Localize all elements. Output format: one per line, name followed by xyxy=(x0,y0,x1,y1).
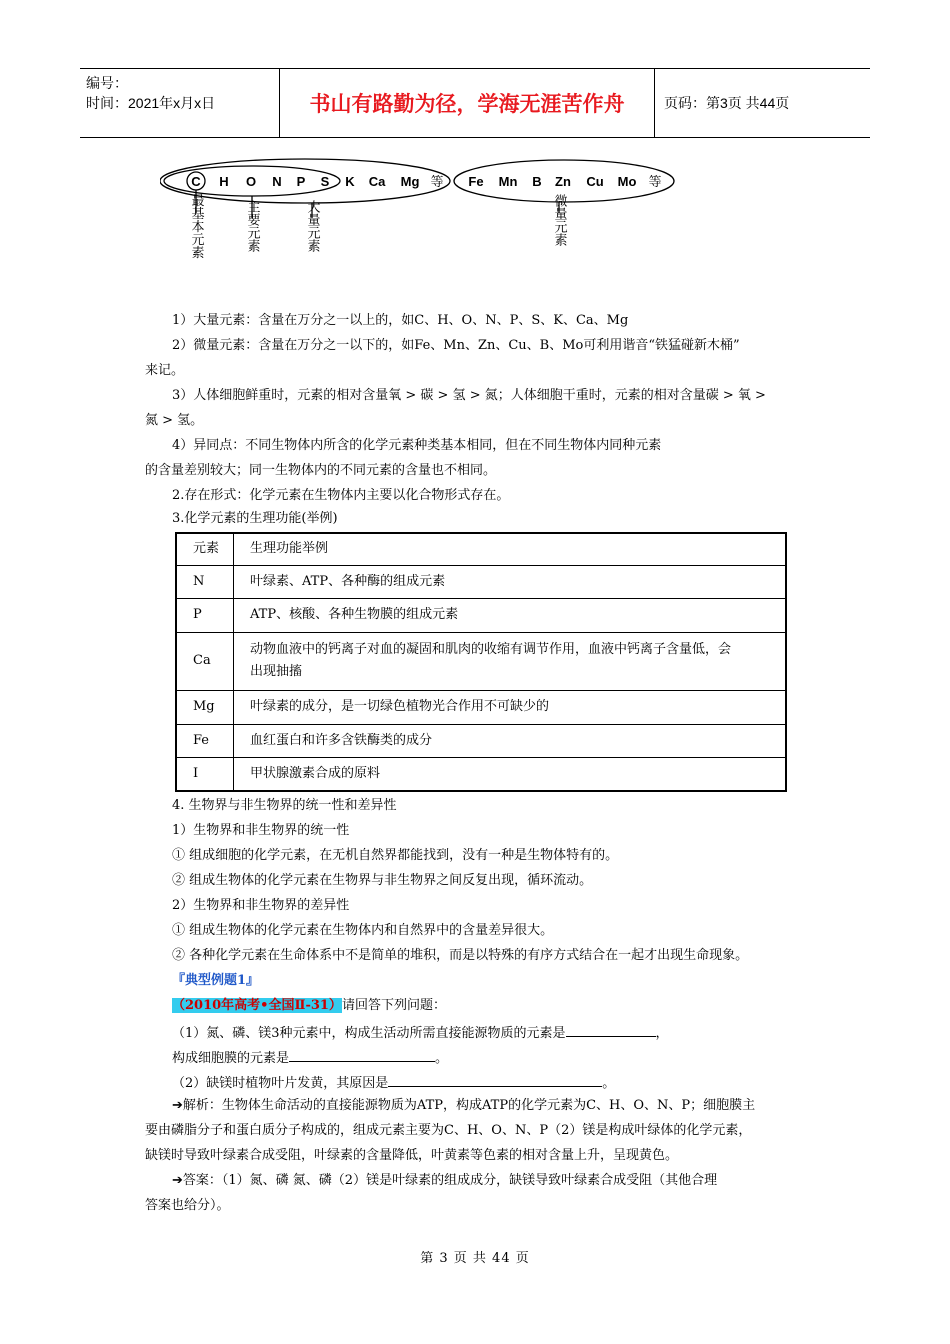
symbol-S: S xyxy=(320,174,330,189)
question-1a xyxy=(172,1022,669,1043)
label-macro-element: 大量元素 xyxy=(304,200,320,252)
symbol-Cu: Cu xyxy=(586,174,604,189)
answer-blank[interactable] xyxy=(289,1047,435,1062)
arrow-icon: ➔ xyxy=(172,1173,183,1188)
doc-date: 时间：2021年x月x日 xyxy=(86,95,216,111)
symbol-micro-etc: 等 xyxy=(648,174,662,189)
difference-heading: 2）生物界和非生物界的差异性 xyxy=(172,898,350,913)
question-1a-text: （1）氮、磷、镁3种元素中，构成生活动所需直接能源物质的元素是 xyxy=(172,1026,566,1041)
example-source: （2010年高考•全国Ⅱ-31） xyxy=(172,998,342,1013)
table-cell-function: 甲状腺激素合成的原料 xyxy=(234,757,787,791)
answer-blank[interactable] xyxy=(566,1022,656,1037)
table-cell-element: N xyxy=(176,565,234,598)
header-meta xyxy=(80,69,280,137)
label-main-element: 主要元素 xyxy=(244,200,260,252)
table-header-element: 元素 xyxy=(176,533,234,565)
micro-element-text: 2）微量元素：含量在万分之一以下的，如Fe、Mn、Zn、Cu、B、Mo可利用谐音“铁猛碰新木桶” xyxy=(172,338,740,353)
symbol-H: H xyxy=(219,174,229,189)
symbol-Mn: Mn xyxy=(498,174,518,189)
difference-point-2: ② 各种化学元素在生命体系中不是简单的堆积，而是以特殊的有序方式结合在一起才出现生命现象。 xyxy=(172,948,749,963)
table-row xyxy=(176,757,786,791)
page-footer: 第 3 页 共 44 页 xyxy=(420,1251,530,1266)
micro-element-text-cont: 来记。 xyxy=(145,363,185,378)
doc-number-label: 编号： xyxy=(86,75,128,91)
solution-line-3: 缺镁时导致叶绿素合成受阻，叶绿素的含量降低，叶黄素等色素的相对含量上升，呈现黄色。 xyxy=(145,1148,679,1163)
solution-line-1 xyxy=(172,1097,755,1115)
page-header xyxy=(80,68,870,138)
unity-section-title: 4. 生物界与非生物界的统一性和差异性 xyxy=(172,798,397,813)
punct: ， xyxy=(655,1026,669,1041)
table-header-function: 生理功能举例 xyxy=(234,533,787,565)
symbol-B: B xyxy=(532,174,542,189)
header-page-info: 页码：第3页 共44页 xyxy=(664,95,790,111)
header-motto: 书山有路勤为径，学海无涯苦作舟 xyxy=(280,69,655,137)
symbol-Zn: Zn xyxy=(555,174,571,189)
punct: 。 xyxy=(602,1076,616,1091)
label-basic-element: 最基本元素 xyxy=(188,193,204,259)
table-cell-element: P xyxy=(176,598,234,632)
table-row xyxy=(176,632,786,690)
element-diagram xyxy=(160,150,680,285)
table-cell-element: Fe xyxy=(176,724,234,757)
answer-text: 答案：（1）氮、磷 氮、磷（2）镁是叶绿素的组成成分，缺镁导致叶绿素合成受阻（其他合理 xyxy=(182,1173,718,1188)
table-header-row xyxy=(176,533,786,565)
symbol-O: O xyxy=(245,174,257,189)
unity-heading: 1）生物界和非生物界的统一性 xyxy=(172,823,350,838)
element-function-table xyxy=(175,532,787,792)
table-row xyxy=(176,690,786,724)
macro-element-text: 1）大量元素：含量在万分之一以上的，如C、H、O、N、P、S、K、Ca、Mg xyxy=(172,313,629,328)
table-cell-function: ATP、核酸、各种生物膜的组成元素 xyxy=(234,598,787,632)
symbol-Mo: Mo xyxy=(617,174,637,189)
question-2-text: （2）缺镁时植物叶片发黄，其原因是 xyxy=(172,1076,389,1091)
table-row xyxy=(176,724,786,757)
answer-line-1 xyxy=(172,1172,717,1190)
function-section-title: 3.化学元素的生理功能(举例) xyxy=(172,511,338,526)
example-source-line xyxy=(172,997,446,1015)
label-micro-element: 微量元素 xyxy=(551,194,567,246)
table-cell-function: 叶绿素、ATP、各种酶的组成元素 xyxy=(234,565,787,598)
table-row xyxy=(176,565,786,598)
symbol-Fe: Fe xyxy=(468,174,484,189)
symbol-N: N xyxy=(272,174,282,189)
table-cell-element: Mg xyxy=(176,690,234,724)
symbol-macro-etc: 等 xyxy=(430,174,444,189)
symbol-K: K xyxy=(345,174,355,189)
relative-content-text-cont: 氮 > 氢。 xyxy=(145,413,204,428)
table-cell-function: 血红蛋白和许多含铁酶类的成分 xyxy=(234,724,787,757)
similarity-text-cont: 的含量差别较大；同一生物体内的不同元素的含量也不相同。 xyxy=(145,463,497,478)
question-2 xyxy=(172,1072,615,1093)
table-cell-element: I xyxy=(176,757,234,791)
unity-point-1: ① 组成细胞的化学元素，在无机自然界都能找到，没有一种是生物体特有的。 xyxy=(172,848,619,863)
symbol-C: C xyxy=(191,174,201,189)
difference-point-1: ① 组成生物体的化学元素在生物体内和自然界中的含量差异很大。 xyxy=(172,923,554,938)
solution-text: 解析：生物体生命活动的直接能源物质为ATP，构成ATP的化学元素为C、H、O、N、P；细胞膜主 xyxy=(182,1098,756,1113)
similarity-text: 4）异同点：不同生物体内所含的化学元素种类基本相同，但在不同生物体内同种元素 xyxy=(172,438,662,453)
answer-blank[interactable] xyxy=(388,1072,602,1087)
table-cell-element: Ca xyxy=(176,632,234,690)
table-row xyxy=(176,598,786,632)
question-1b-text: 构成细胞膜的元素是 xyxy=(172,1051,290,1066)
punct: 。 xyxy=(435,1051,449,1066)
relative-content-text: 3）人体细胞鲜重时，元素的相对含量氧 > 碳 > 氢 > 氮；人体细胞干重时，元素的相对含量碳 > 氧 > xyxy=(172,388,766,403)
solution-line-2: 要由磷脂分子和蛋白质分子构成的，组成元素主要为C、H、O、N、P（2）镁是构成叶绿体的化学元素， xyxy=(145,1123,752,1138)
unity-point-2: ② 组成生物体的化学元素在生物界与非生物界之间反复出现，循环流动。 xyxy=(172,873,593,888)
answer-line-2: 答案也给分）。 xyxy=(145,1198,230,1213)
table-cell-line: 出现抽搐 xyxy=(250,664,303,679)
existence-form-text: 2.存在形式：化学元素在生物体内主要以化合物形式存在。 xyxy=(172,488,510,503)
table-cell-function xyxy=(234,632,787,690)
table-cell-line: 动物血液中的钙离子对血的凝固和肌肉的收缩有调节作用，血液中钙离子含量低，会 xyxy=(250,642,732,657)
arrow-icon: ➔ xyxy=(172,1098,183,1113)
table-cell-function: 叶绿素的成分，是一切绿色植物光合作用不可缺少的 xyxy=(234,690,787,724)
symbol-Ca: Ca xyxy=(368,174,386,189)
question-1b xyxy=(172,1047,448,1068)
symbol-Mg: Mg xyxy=(400,174,420,189)
example-prompt: 请回答下列问题： xyxy=(341,998,446,1013)
example-title: 『典型例题1』 xyxy=(172,973,260,988)
symbol-P: P xyxy=(296,174,306,189)
